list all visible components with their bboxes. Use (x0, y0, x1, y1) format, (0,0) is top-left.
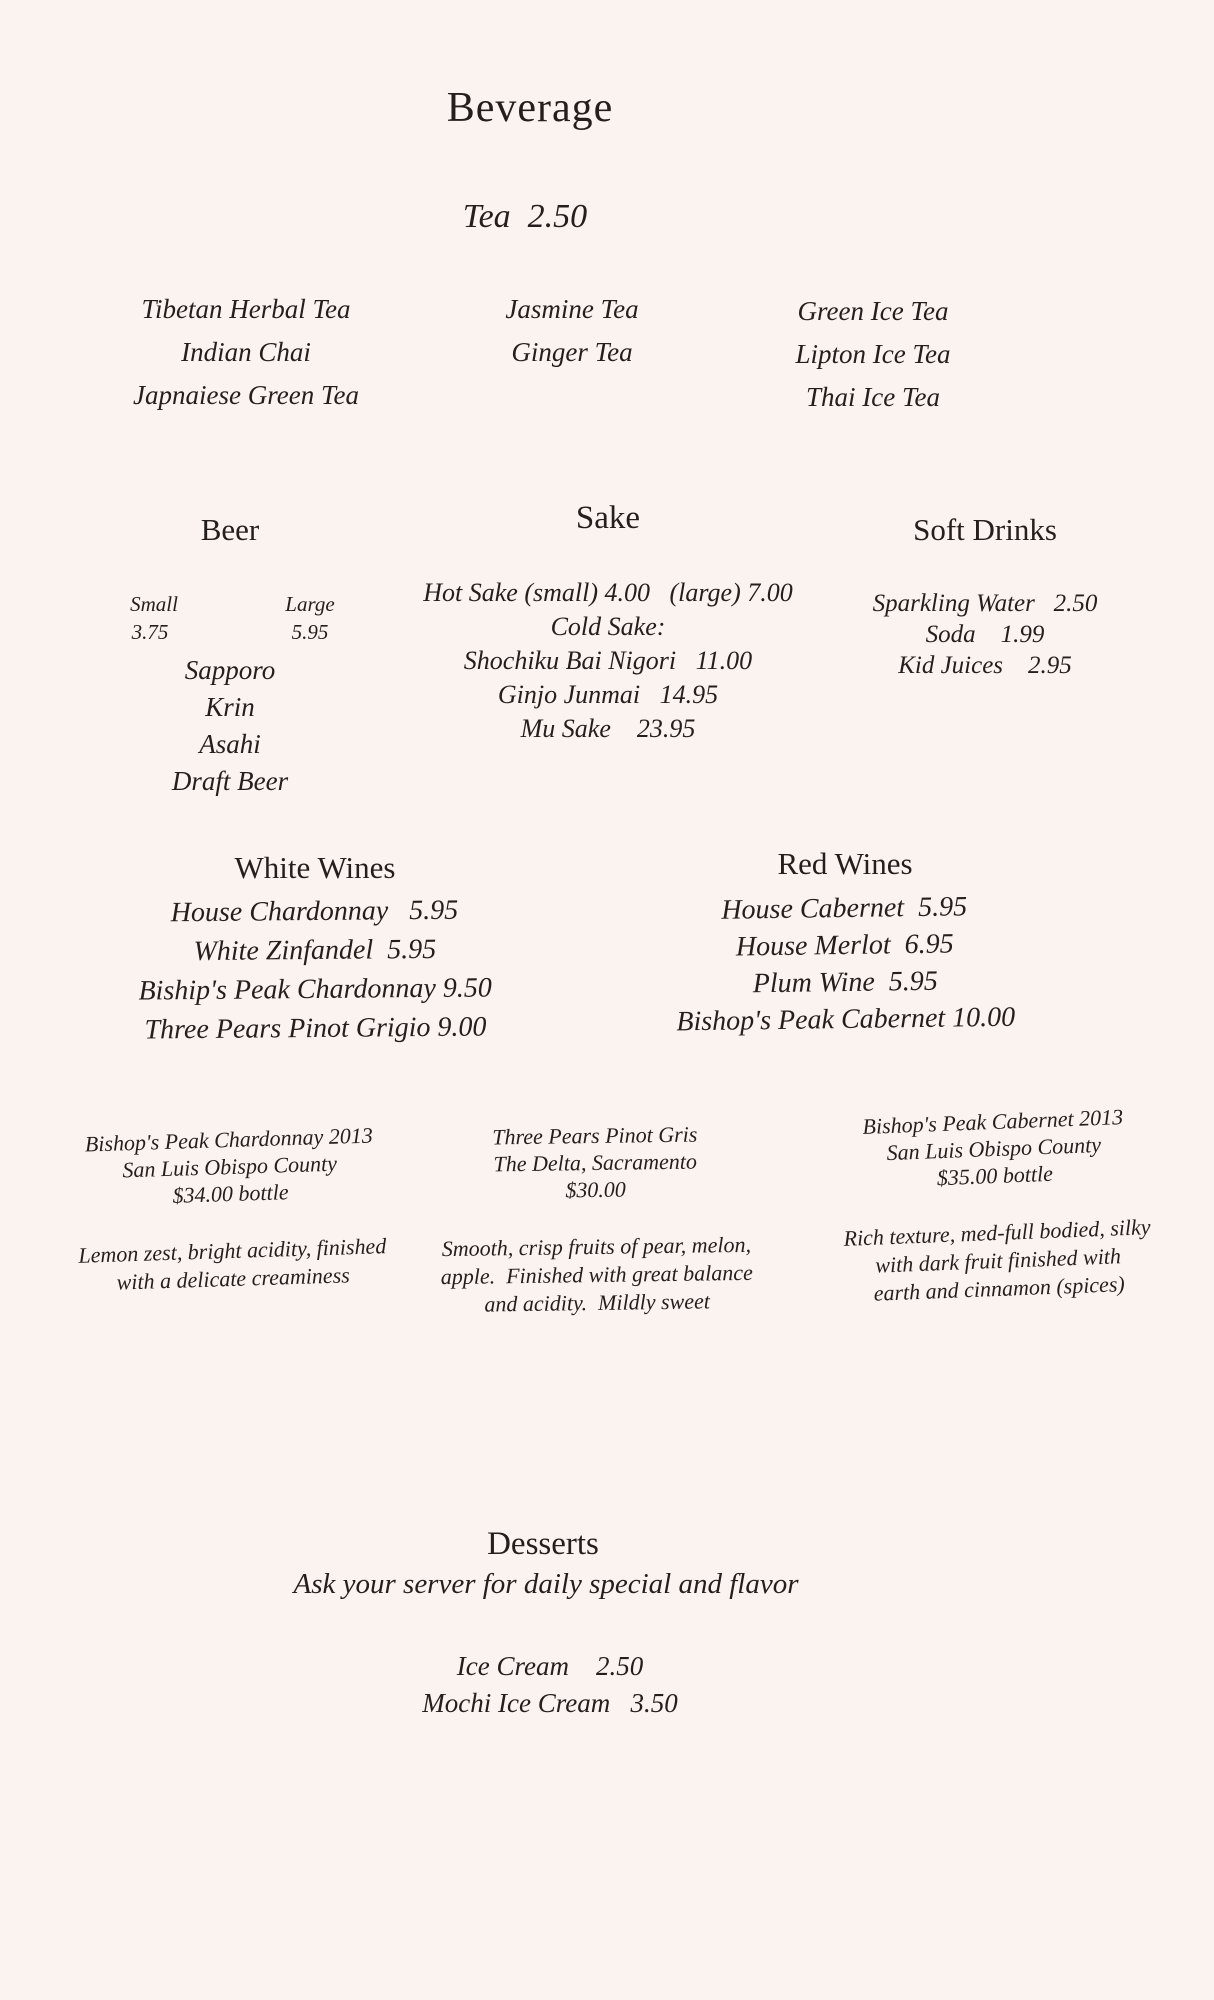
menu-item: House Cabernet 5.95 (721, 891, 968, 926)
beer-price-large: 5.95 (291, 620, 329, 644)
menu-item: Shochiku Bai Nigori 11.00 (463, 646, 753, 675)
wine-name-line: Bishop's Peak Chardonnay 2013 (84, 1122, 374, 1157)
page-title: Beverage (446, 85, 614, 131)
desserts-subtitle: Ask your server for daily special and flavor (293, 1568, 799, 1600)
beer-section-heading: Beer (200, 512, 260, 547)
menu-item: Soda 1.99 (925, 621, 1045, 648)
wine-name-line: $35.00 bottle (936, 1160, 1054, 1191)
menu-item: Sparkling Water 2.50 (872, 590, 1098, 617)
wine-description-line: earth and cinnamon (spices) (873, 1271, 1126, 1306)
menu-item: Ginjo Junmai 14.95 (497, 680, 719, 709)
menu-item: Cold Sake: (550, 612, 666, 641)
red-wines-item-list (604, 887, 1086, 1042)
menu-item: Thai Ice Tea (806, 382, 940, 412)
beer-item-list (80, 652, 380, 800)
menu-item: Three Pears Pinot Grigio 9.00 (144, 1011, 487, 1046)
tea-section-heading: Tea 2.50 (462, 198, 588, 235)
tea-column-ice-teas (723, 290, 1023, 419)
wine-name-line: The Delta, Sacramento (493, 1148, 698, 1177)
menu-item: House Chardonnay 5.95 (170, 894, 459, 929)
sake-section-heading: Sake (575, 500, 641, 536)
menu-item: Bishop's Peak Cabernet 10.00 (676, 1001, 1016, 1038)
wine-description-line: with dark fruit finished with (874, 1243, 1122, 1278)
beer-price-small: 3.75 (131, 620, 169, 644)
wine-detail-cabernet (827, 1102, 1164, 1310)
menu-item: Green Ice Tea (797, 296, 949, 326)
soft-drinks-section-heading: Soft Drinks (913, 512, 1057, 547)
menu-item: Sapporo (184, 655, 276, 685)
soft-drinks-item-list (805, 588, 1165, 681)
menu-item: Kid Juices 2.95 (898, 652, 1072, 679)
menu-item: Mu Sake 23.95 (520, 714, 696, 743)
menu-item: House Merlot 6.95 (735, 928, 954, 963)
menu-item: Tibetan Herbal Tea (141, 294, 351, 324)
wine-name-line: Bishop's Peak Cabernet 2013 (862, 1104, 1124, 1140)
menu-item: Krin (205, 692, 255, 722)
wine-detail-pinot-gris (435, 1120, 758, 1319)
wine-detail-chardonnay (68, 1121, 393, 1298)
beer-size-label-large: Large (285, 592, 335, 616)
sake-item-list (358, 576, 858, 746)
tea-column-hot-teas (66, 288, 426, 417)
menu-item: Lipton Ice Tea (795, 339, 951, 369)
desserts-item-list (350, 1648, 750, 1722)
menu-item: Indian Chai (181, 337, 311, 367)
menu-item: Draft Beer (171, 766, 289, 796)
wine-name-line: $30.00 (565, 1176, 627, 1203)
menu-item: Plum Wine 5.95 (752, 965, 939, 1000)
menu-item: Jasmine Tea (505, 294, 639, 324)
wine-description-line: and acidity. Mildly sweet (484, 1288, 711, 1317)
wine-name-line: $34.00 bottle (172, 1179, 289, 1208)
menu-item: Japnaiese Green Tea (133, 380, 359, 410)
menu-item: Ginger Tea (511, 337, 633, 367)
menu-item: Biship's Peak Chardonnay 9.50 (138, 972, 492, 1007)
tea-column-middle (422, 288, 722, 374)
menu-item: Mochi Ice Cream 3.50 (422, 1688, 678, 1718)
beer-size-label-small: Small (130, 592, 178, 616)
wine-description-line: Lemon zest, bright acidity, finished (77, 1233, 387, 1268)
menu-item: Hot Sake (small) 4.00 (large) 7.00 (423, 578, 793, 607)
wine-name-line: San Luis Obispo County (886, 1131, 1102, 1166)
menu-item: Ice Cream 2.50 (456, 1651, 644, 1681)
white-wines-item-list (84, 890, 545, 1050)
white-wines-section-heading: White Wines (234, 850, 396, 885)
wine-description (436, 1231, 757, 1319)
menu-item: Asahi (199, 729, 261, 759)
wine-description-line: apple. Finished with great balance (440, 1259, 753, 1290)
desserts-section-heading: Desserts (487, 1526, 599, 1562)
wine-description-line: Rich texture, med-full bodied, silky (843, 1214, 1151, 1251)
wine-name-line: Three Pears Pinot Gris (492, 1121, 698, 1150)
wine-description (832, 1213, 1165, 1310)
menu-item: White Zinfandel 5.95 (193, 933, 437, 968)
wine-description (72, 1232, 394, 1298)
wine-description-line: Smooth, crisp fruits of pear, melon, (441, 1231, 752, 1262)
wine-description-line: with a delicate creaminess (116, 1262, 351, 1295)
wine-name-line: San Luis Obispo County (122, 1150, 338, 1183)
red-wines-section-heading: Red Wines (777, 846, 913, 881)
